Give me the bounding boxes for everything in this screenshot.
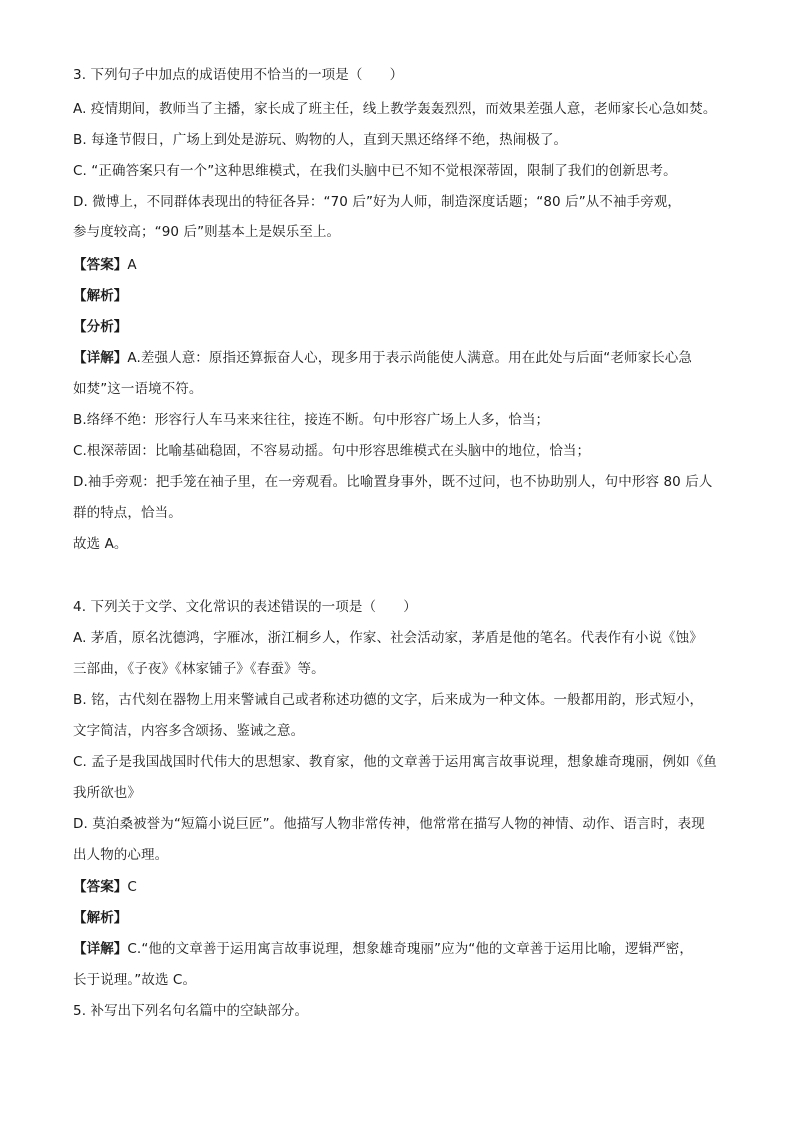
question-4-option-b: B. 铭，古代刻在器物上用来警诫自己或者称述功德的文字，后来成为一种文体。一般都用韵，形式短小， — [73, 692, 704, 708]
question-3-option-b: B. 每逢节假日，广场上到处是游玩、购物的人，直到天黑还络绎不绝，热闹极了。 — [73, 132, 568, 148]
question-4-option-d: D. 莫泊桑被誉为“短篇小说巨匠”。他描写人物非常传神，他常常在描写人物的神情、动作、语言时，表现 — [73, 816, 705, 832]
question-4-detail-line: 长于说理。”故选 C。 — [73, 972, 197, 988]
detail-tag: 【详解】 — [73, 941, 128, 957]
question-3-detail-line: D.袖手旁观：把手笼在袖子里，在一旁观看。比喻置身事外，既不过问，也不协助别人，句中形容 80 后人 — [73, 474, 713, 490]
question-3-detail-line: B.络绎不绝：形容行人车马来来往往，接连不断。句中形容广场上人多，恰当； — [73, 412, 550, 428]
question-3-option-c: C. “正确答案只有一个”这种思维模式，在我们头脑中已不知不觉根深蒂固，限制了我们的创新思考。 — [73, 163, 677, 179]
question-4-option-d-cont: 出人物的心理。 — [73, 847, 169, 863]
question-3-option-d-cont: 参与度较高；“90 后”则基本上是娱乐至上。 — [73, 224, 341, 240]
question-3-detail-line: C.根深蒂固：比喻基础稳固，不容易动摇。句中形容思维模式在头脑中的地位，恰当； — [73, 443, 591, 459]
question-5-stem: 5. 补写出下列名句名篇中的空缺部分。 — [73, 1003, 309, 1019]
question-3-option-a: A. 疫情期间，教师当了主播，家长成了班主任，线上教学轰轰烈烈，而效果差强人意，老师家长心急如焚。 — [73, 101, 717, 117]
detail-tag: 【详解】 — [73, 350, 128, 366]
answer-tag: 【答案】 — [73, 257, 128, 273]
question-3-conclusion: 故选 A。 — [73, 536, 128, 552]
question-4-stem: 4. 下列关于文学、文化常识的表述错误的一项是（ ） — [73, 599, 417, 615]
question-4-option-a-cont: 三部曲，《子夜》《林家铺子》《春蚕》等。 — [73, 661, 325, 677]
question-3-fenxi-tag: 【分析】 — [73, 319, 128, 335]
answer-value: C — [127, 879, 137, 895]
question-4-option-a: A. 茅盾，原名沈德鸿，字雁冰，浙江桐乡人，作家、社会活动家，茅盾是他的笔名。代表作有小说《蚀》 — [73, 630, 703, 646]
question-3-detail-line: 【详解】A.差强人意：原指还算振奋人心，现多用于表示尚能使人满意。用在此处与后面“老师家长心急 — [73, 350, 692, 366]
question-3-option-d: D. 微博上，不同群体表现出的特征各异：“70 后”好为人师，制造深度话题；“80 后”从不袖手旁观， — [73, 194, 681, 210]
question-4-analysis-tag: 【解析】 — [73, 910, 128, 926]
answer-value: A — [127, 257, 137, 273]
question-4-detail-line: 【详解】C.“他的文章善于运用寓言故事说理，想象雄奇瑰丽”应为“他的文章善于运用比喻，逻辑严密， — [73, 941, 694, 957]
question-3-stem: 3. 下列句子中加点的成语使用不恰当的一项是（ ） — [73, 67, 404, 83]
answer-tag: 【答案】 — [73, 879, 128, 895]
question-3-detail-line: 群的特点，恰当。 — [73, 505, 182, 521]
question-4-answer — [73, 878, 137, 896]
question-3-answer — [73, 256, 137, 274]
question-4-option-c-cont: 我所欲也》 — [73, 785, 141, 801]
question-3-analysis-tag: 【解析】 — [73, 288, 128, 304]
question-3-detail-line: 如焚”这一语境不符。 — [73, 381, 203, 397]
question-4-option-b-cont: 文字简洁，内容多含颂扬、鉴诫之意。 — [73, 723, 305, 739]
question-4-option-c: C. 孟子是我国战国时代伟大的思想家、教育家，他的文章善于运用寓言故事说理，想象雄奇瑰丽，例如《鱼 — [73, 754, 717, 770]
